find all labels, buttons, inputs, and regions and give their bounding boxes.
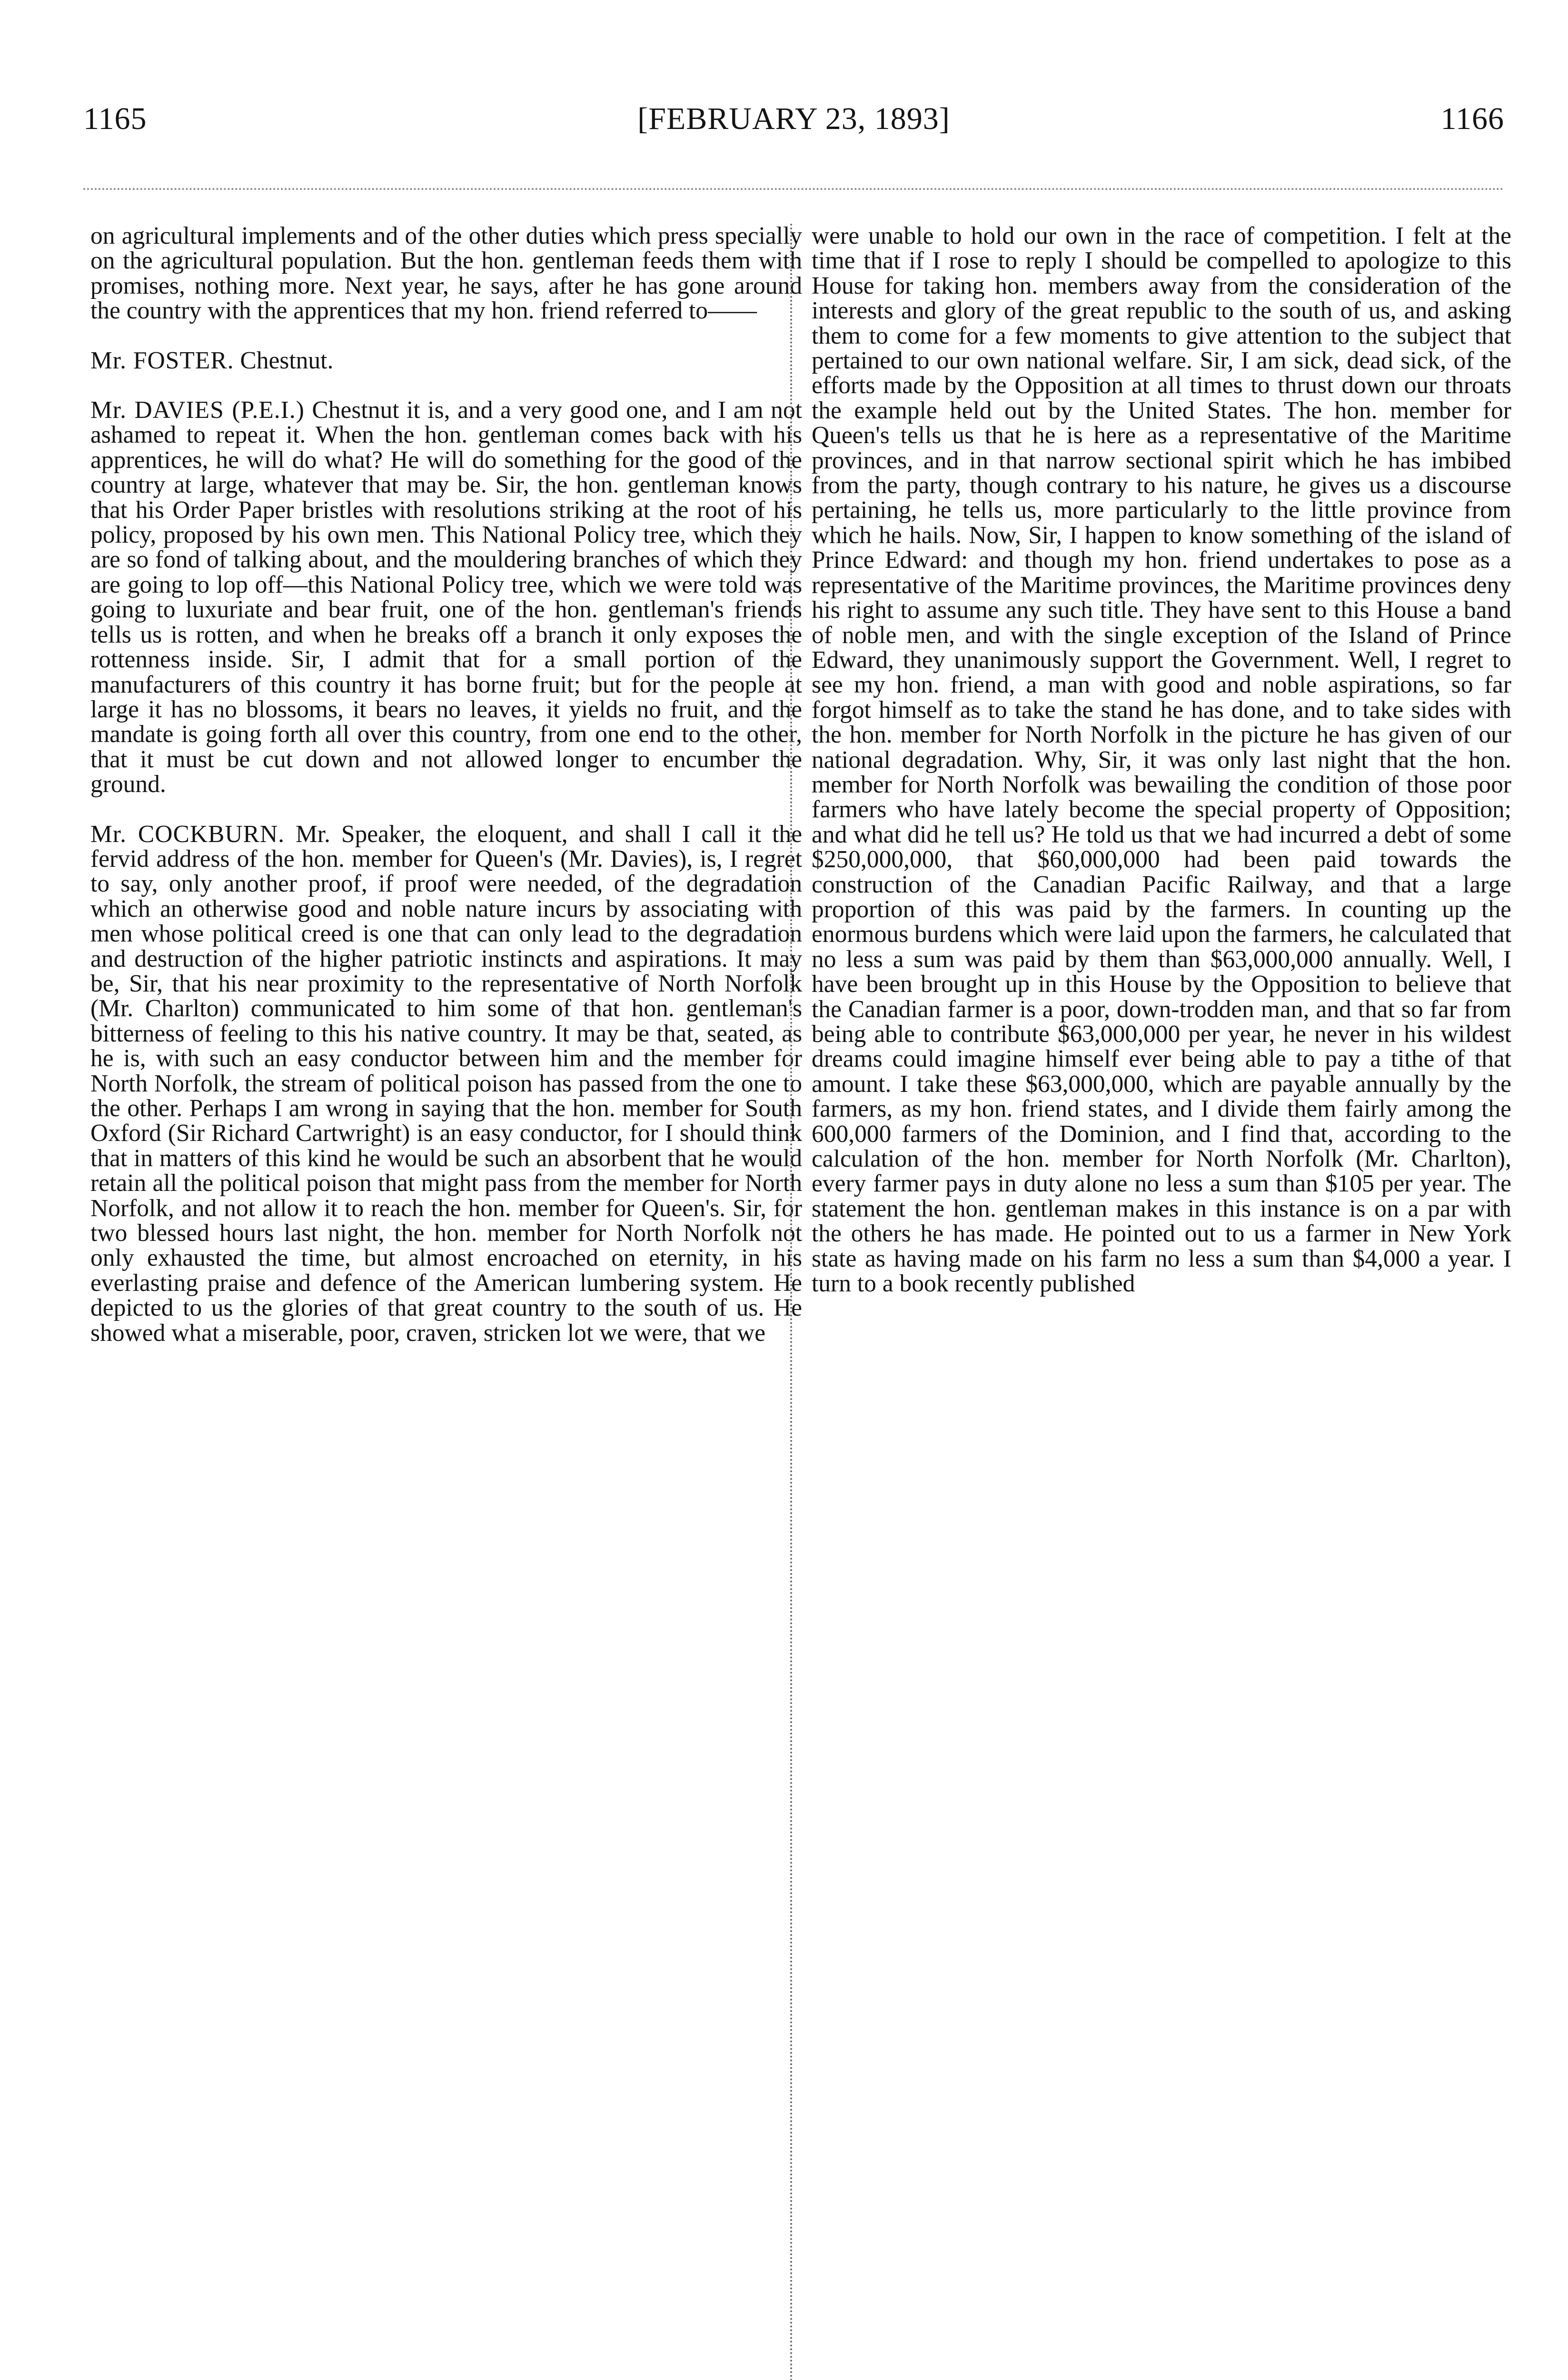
header-rule (83, 188, 1504, 190)
right-column (812, 224, 1511, 1296)
paragraph (812, 224, 1511, 1296)
paragraph-text: Chestnut. (234, 347, 334, 374)
paragraph (90, 224, 802, 324)
speaker-name: Mr. FOSTER. (90, 347, 234, 374)
paragraph-text: were unable to hold our own in the race of competition. I felt at the time that if I rose to reply I should be compelled to apologize to this House for taking hon. members away from the consideration of the interests and glory of the great republic to the south of us, and asking them to come for a few moments to give attention to the subject that pertained to our own national welfare. Sir, I am sick, dead sick, of the efforts made by the Opposition at all times to thrust down our throats the example held out by the United States. The hon. member for Queen's tells us that he is here as a representative of the Maritime provinces, and in that narrow sectional spirit which he has imbibed from the party, though contrary to his nature, he gives us a discourse pertaining, he tells us, more particularly to the little province from which he hails. Now, Sir, I happen to know something of the island of Prince Edward: and though my hon. friend undertakes to pose as a representative of the Maritime provinces, the Maritime provinces deny his right to assume any such title. They have sent to this House a band of noble men, and with the single exception of the Island of Prince Edward, they unanimously support the Government. Well, I regret to see my hon. friend, a man with good and noble aspirations, so far forgot himself as to take the stand he has done, and to take sides with the hon. member for North Norfolk in the picture he has given of our national degradation. Why, Sir, it was only last night that the hon. member for North Norfolk was bewailing the condition of those poor farmers who have lately become the special property of Opposition; and what did he tell us? He told us that we had incurred a debt of some $250,000,000, that $60,000,000 had been paid towards the construction of the Canadian Pacific Railway, and that a large proportion of this was paid by the farmers. In counting up the enormous burdens which were laid upon the farmers, he calculated that no less a sum was paid by them than $63,000,000 annually. Well, I have been brought up in this House by the Opposition to believe that the Canadian farmer is a poor, down-trodden man, and that so far from being able to contribute $63,000,000 per year, he never in his wildest dreams could imagine himself ever being able to pay a tithe of that amount. I take these $63,000,000, which are payable annually by the farmers, as my hon. friend states, and I divide them fairly among the 600,000 farmers of the Dominion, and I find that, according to the calculation of the hon. member for North Norfolk (Mr. Charlton), every farmer pays in duty alone no less a sum than $105 per year. The statement the hon. gentleman makes in this instance is on a par with the others he has made. He pointed out to us a farmer in New York state as having made on his farm no less a sum than $4,000 a year. I turn to a book recently published (812, 222, 1511, 1298)
page-header (83, 95, 1504, 148)
paragraph (90, 398, 802, 797)
speaker-name: Mr. DAVIES (P.E.I.) (90, 397, 305, 424)
page-date: [FEBRUARY 23, 1893] (637, 101, 950, 136)
paragraph-text: Mr. Speaker, the eloquent, and shall I call it the fervid address of the hon. member for Queen's (Mr. Davies), is, I regret to say, only another proof, if proof were needed, of the degradation which an otherwise good and noble nature incurs by associating with men whose political creed is one that can only lead to the degradation and destruction of the higher patriotic instincts and aspirations. It may be, Sir, that his near proximity to the representative of North Norfolk (Mr. Charlton) communicated to him some of that hon. gentleman's bitterness of feeling to this his native country. It may be that, seated, as he is, with such an easy conductor between him and the member for North Norfolk, the stream of political poison has passed from the one to the other. Perhaps I am wrong in saying that the hon. member for South Oxford (Sir Richard Cartwright) is an easy conductor, for I should think that in matters of this kind he would be such an absorbent that he would retain all the political poison that might pass from the member for North Norfolk, and not allow it to reach the hon. member for Queen's. Sir, for two blessed hours last night, the hon. member for North Norfolk not only exhausted the time, but almost encroached on eternity, in his everlasting praise and defence of the American lumbering system. He depicted to us the glories of that great country to the south of us. He showed what a miserable, poor, craven, stricken lot we were, that we (90, 820, 802, 1347)
page-number-right: 1166 (1440, 101, 1504, 136)
left-column (90, 224, 802, 1346)
page-number-left: 1165 (83, 101, 147, 136)
paragraph-text: on agricultural implements and of the other duties which press specially on the agricultural population. But the hon. gentleman feeds them with promises, nothing more. Next year, he says, after he has gone around the country with the apprentices that my hon. friend referred to—— (90, 222, 802, 325)
speaker-name: Mr. COCKBURN. (90, 820, 285, 848)
paragraph (90, 822, 802, 1346)
paragraph (90, 348, 802, 373)
column-divider (790, 224, 792, 2380)
paragraph-text: Chestnut it is, and a very good one, and I am not ashamed to repeat it. When the hon. gentleman comes back with his apprentices, he will do what? He will do something for the good of the country at large, whatever that may be. Sir, the hon. gentleman knows that his Order Paper bristles with resolutions striking at the root of his policy, proposed by his own men. This National Policy tree, which they are so fond of talking about, and the mouldering branches of which they are going to lop off—this National Policy tree, which we were told was going to luxuriate and bear fruit, one of the hon. gentleman's friends tells us is rotten, and when he breaks off a branch it only exposes the rottenness inside. Sir, I admit that for a small portion of the manufacturers of this country it has borne fruit; but for the people at large it has no blossoms, it bears no leaves, it yields no fruit, and the mandate is going forth all over this country, from one end to the other, that it must be cut down and not allowed longer to encumber the ground. (90, 397, 802, 798)
